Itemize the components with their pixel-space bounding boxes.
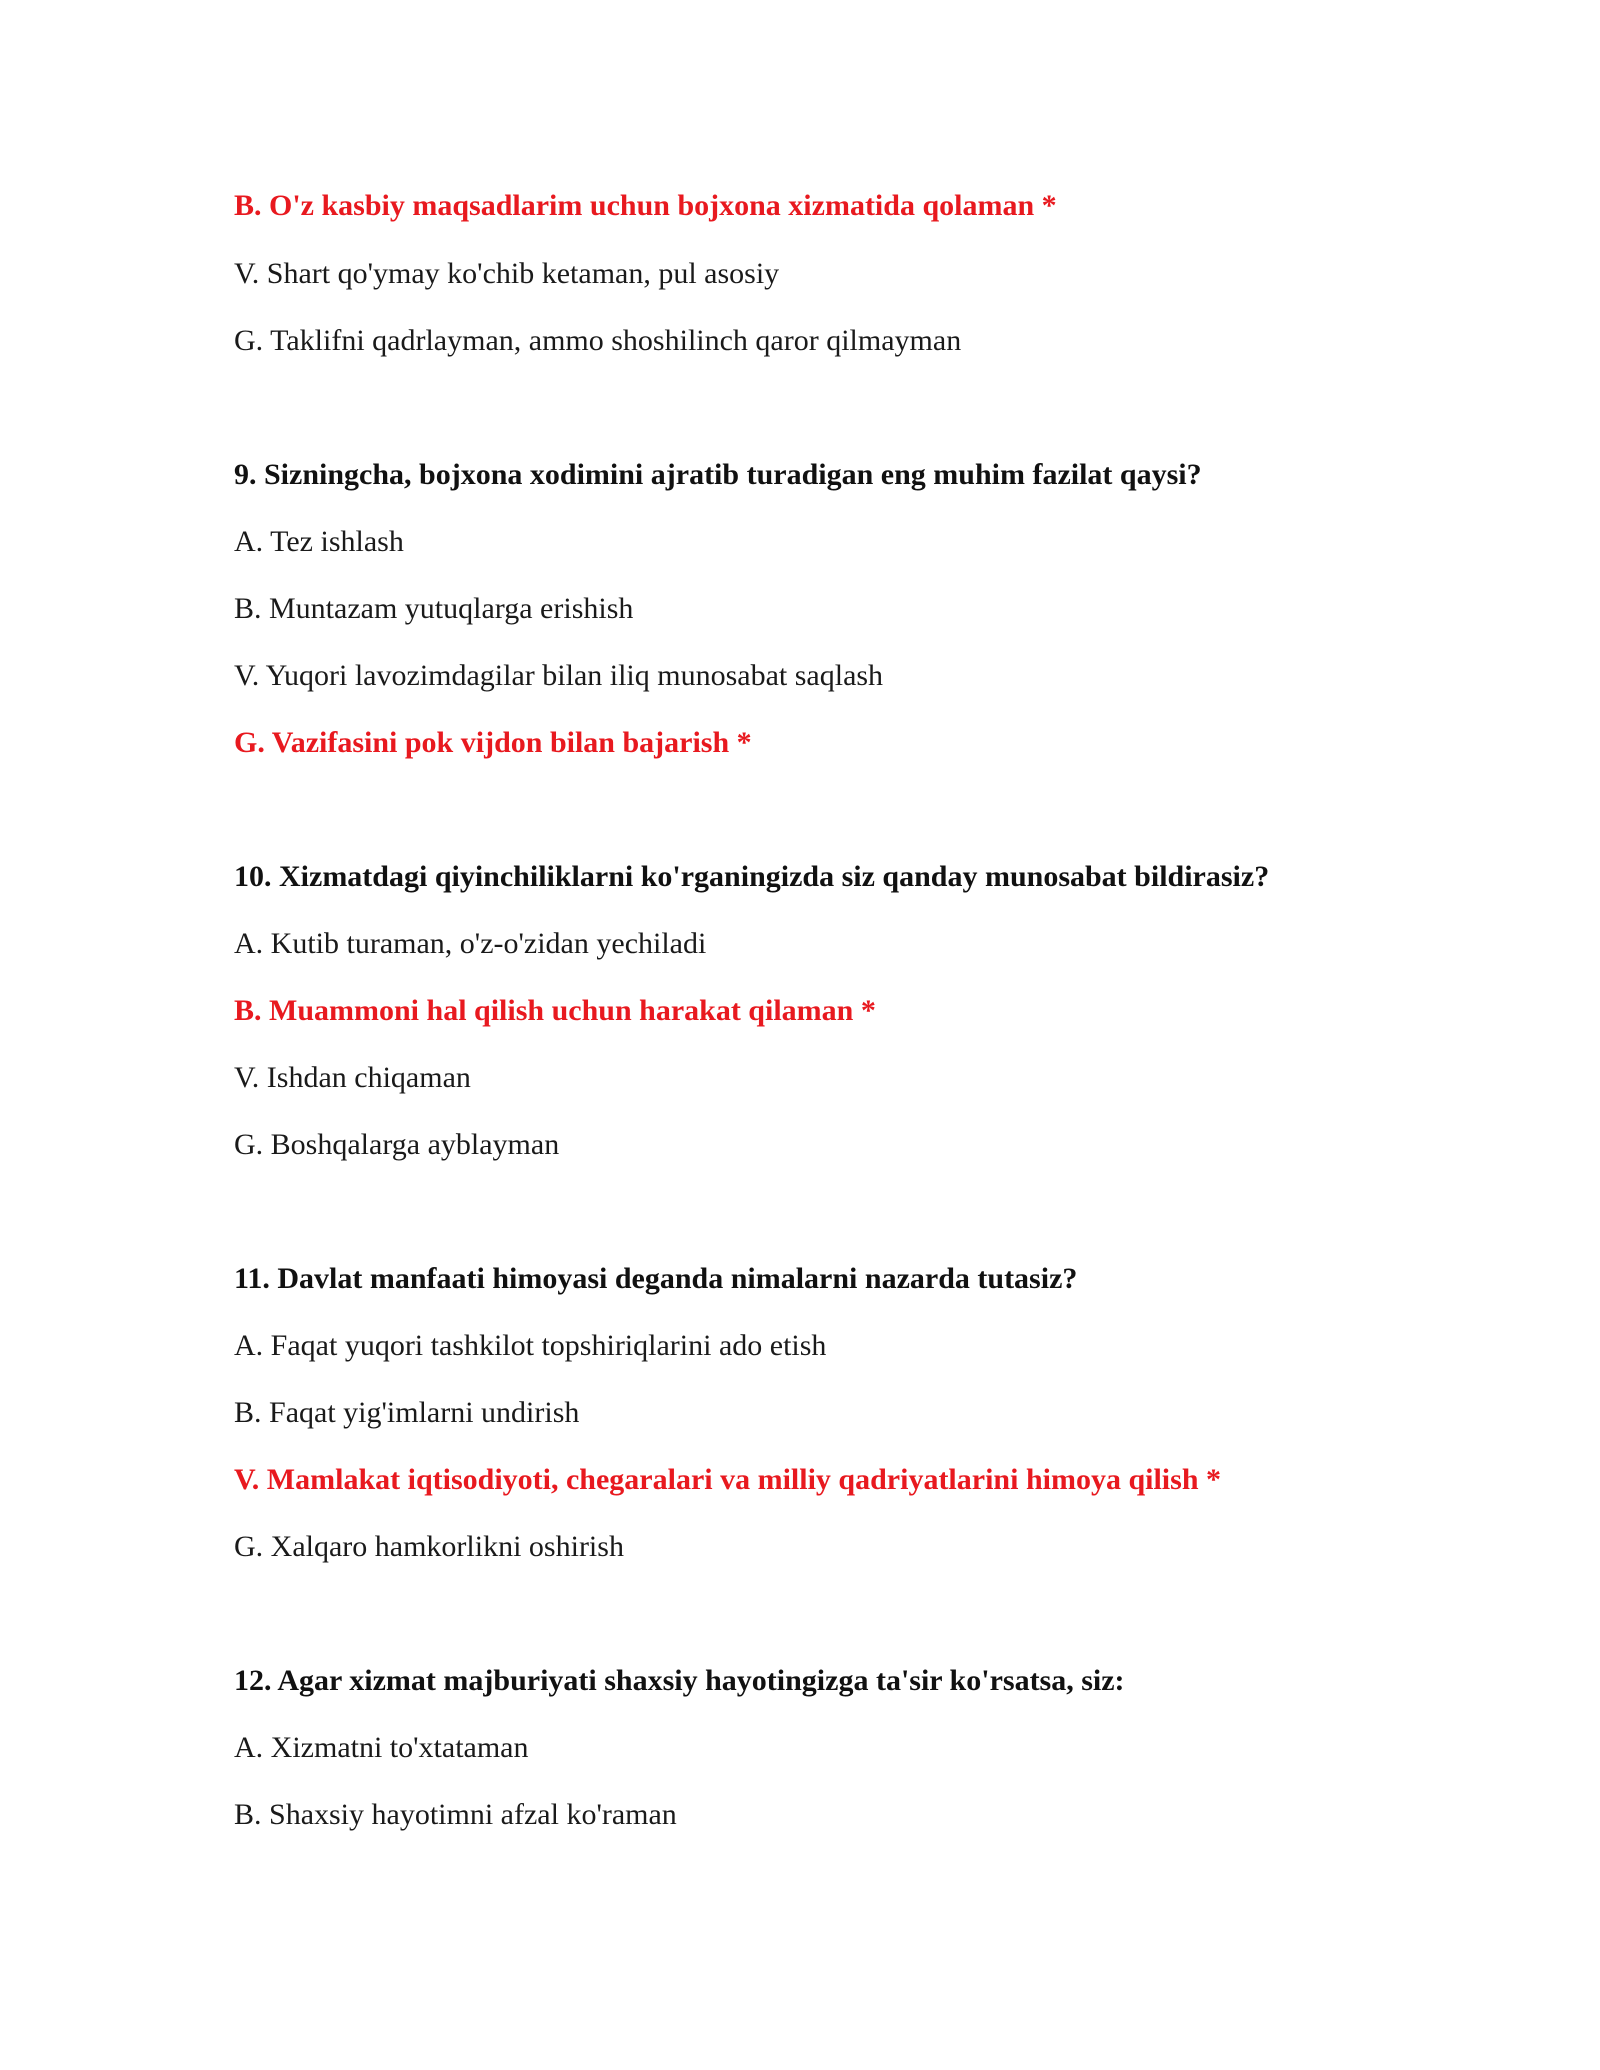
answer-option-correct: B. O'z kasbiy maqsadlarim uchun bojxona xizmatida qolaman * [234,189,1057,222]
answer-option: V. Shart qo'ymay ko'chib ketaman, pul asosiy [234,257,780,290]
answer-option-correct: V. Mamlakat iqtisodiyoti, chegaralari va milliy qadriyatlarini himoya qilish * [234,1463,1221,1496]
question-heading: 10. Xizmatdagi qiyinchiliklarni ko'rganingizda siz qanday munosabat bildirasiz? [234,860,1270,893]
answer-option: A. Faqat yuqori tashkilot topshiriqlarini ado etish [234,1329,827,1362]
answer-option: A. Xizmatni to'xtataman [234,1731,529,1764]
answer-option-correct: G. Vazifasini pok vijdon bilan bajarish * [234,726,752,759]
question-heading: 12. Agar xizmat majburiyati shaxsiy hayotingizga ta'sir ko'rsatsa, siz: [234,1664,1125,1697]
answer-option: G. Taklifni qadrlayman, ammo shoshilinch qaror qilmayman [234,324,962,357]
answer-option: V. Yuqori lavozimdagilar bilan iliq munosabat saqlash [234,659,884,692]
answer-option: B. Shaxsiy hayotimni afzal ko'raman [234,1798,677,1831]
answer-option: G. Boshqalarga ayblayman [234,1128,560,1161]
answer-option: B. Faqat yig'imlarni undirish [234,1396,580,1429]
answer-option: A. Tez ishlash [234,525,404,558]
answer-option-correct: B. Muammoni hal qilish uchun harakat qilaman * [234,994,876,1027]
answer-option: G. Xalqaro hamkorlikni oshirish [234,1530,624,1563]
answer-option: B. Muntazam yutuqlarga erishish [234,592,634,625]
question-heading: 9. Sizningcha, bojxona xodimini ajratib turadigan eng muhim fazilat qaysi? [234,458,1202,491]
answer-option: V. Ishdan chiqaman [234,1061,471,1094]
question-heading: 11. Davlat manfaati himoyasi deganda nimalarni nazarda tutasiz? [234,1262,1078,1295]
answer-option: A. Kutib turaman, o'z-o'zidan yechiladi [234,927,707,960]
